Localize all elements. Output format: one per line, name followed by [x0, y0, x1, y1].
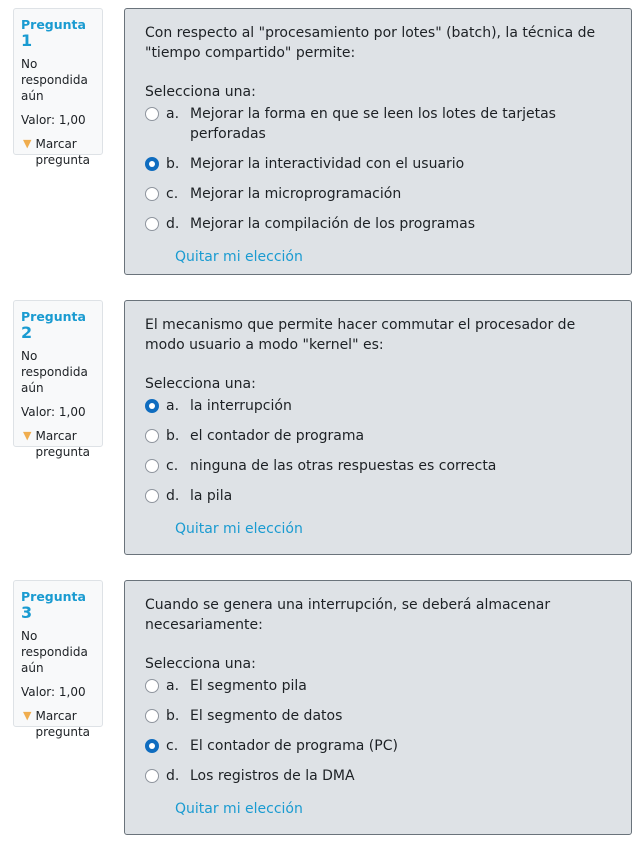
radio-button[interactable] — [145, 429, 159, 443]
question-grade: Valor: 1,00 — [21, 405, 86, 419]
radio-button[interactable] — [145, 459, 159, 473]
option-b[interactable]: b. el contador de programa — [145, 426, 611, 446]
question-grade: Valor: 1,00 — [21, 113, 86, 127]
question-content — [124, 8, 632, 275]
question-grade: Valor: 1,00 — [21, 685, 86, 699]
radio-button[interactable] — [145, 187, 159, 201]
radio-button[interactable] — [145, 399, 159, 413]
radio-button[interactable] — [145, 489, 159, 503]
radio-button[interactable] — [145, 709, 159, 723]
question-content — [124, 580, 632, 835]
option-c[interactable]: c. ninguna de las otras respuestas es correcta — [145, 456, 611, 476]
option-b[interactable]: b. El segmento de datos — [145, 706, 611, 726]
flag-icon: ▼ — [23, 137, 32, 150]
flag-icon: ▼ — [23, 429, 32, 442]
option-d[interactable]: d. Los registros de la DMA — [145, 766, 611, 786]
flag-question-link[interactable]: ▼ Marcar pregunta — [23, 137, 91, 167]
option-a[interactable]: a. El segmento pila — [145, 676, 611, 696]
answer-prompt: Selecciona una: — [145, 376, 256, 392]
radio-button[interactable] — [145, 679, 159, 693]
clear-choice-link[interactable]: Quitar mi elección — [175, 521, 303, 537]
question-text: Con respecto al "procesamiento por lotes" (batch), la técnica de "tiempo compartido" permite: — [145, 25, 596, 61]
question-number: Pregunta 2 — [21, 309, 86, 342]
question-text: El mecanismo que permite hacer commutar el procesador de modo usuario a modo "kernel" es: — [145, 317, 576, 353]
question-info — [13, 300, 103, 459]
question-number: Pregunta 3 — [21, 589, 86, 622]
question-text: Cuando se genera una interrupción, se deberá almacenar necesariamente: — [145, 597, 551, 633]
answer-options — [145, 676, 611, 786]
question-info — [13, 580, 103, 739]
radio-button[interactable] — [145, 217, 159, 231]
radio-button[interactable] — [145, 769, 159, 783]
option-d[interactable]: d. Mejorar la compilación de los programas — [145, 214, 611, 234]
option-a[interactable]: a. la interrupción — [145, 396, 611, 416]
answer-options — [145, 396, 611, 506]
option-d[interactable]: d. la pila — [145, 486, 611, 506]
question-content — [124, 300, 632, 555]
question-info — [13, 8, 103, 167]
radio-button[interactable] — [145, 157, 159, 171]
question-state: No respondida aún — [21, 629, 88, 675]
clear-choice-link[interactable]: Quitar mi elección — [175, 801, 303, 817]
flag-question-link[interactable]: ▼ Marcar pregunta — [23, 709, 91, 739]
option-c[interactable]: c. El contador de programa (PC) — [145, 736, 611, 756]
answer-options — [145, 104, 611, 234]
option-a[interactable]: a. Mejorar la forma en que se leen los lotes de tarjetas perforadas — [145, 104, 611, 144]
answer-prompt: Selecciona una: — [145, 656, 256, 672]
option-c[interactable]: c. Mejorar la microprogramación — [145, 184, 611, 204]
question-number: Pregunta 1 — [21, 17, 86, 50]
radio-button[interactable] — [145, 739, 159, 753]
answer-prompt: Selecciona una: — [145, 84, 256, 100]
question-state: No respondida aún — [21, 349, 88, 395]
option-b[interactable]: b. Mejorar la interactividad con el usuario — [145, 154, 611, 174]
flag-question-link[interactable]: ▼ Marcar pregunta — [23, 429, 91, 459]
clear-choice-link[interactable]: Quitar mi elección — [175, 249, 303, 265]
question-state: No respondida aún — [21, 57, 88, 103]
radio-button[interactable] — [145, 107, 159, 121]
flag-icon: ▼ — [23, 709, 32, 722]
